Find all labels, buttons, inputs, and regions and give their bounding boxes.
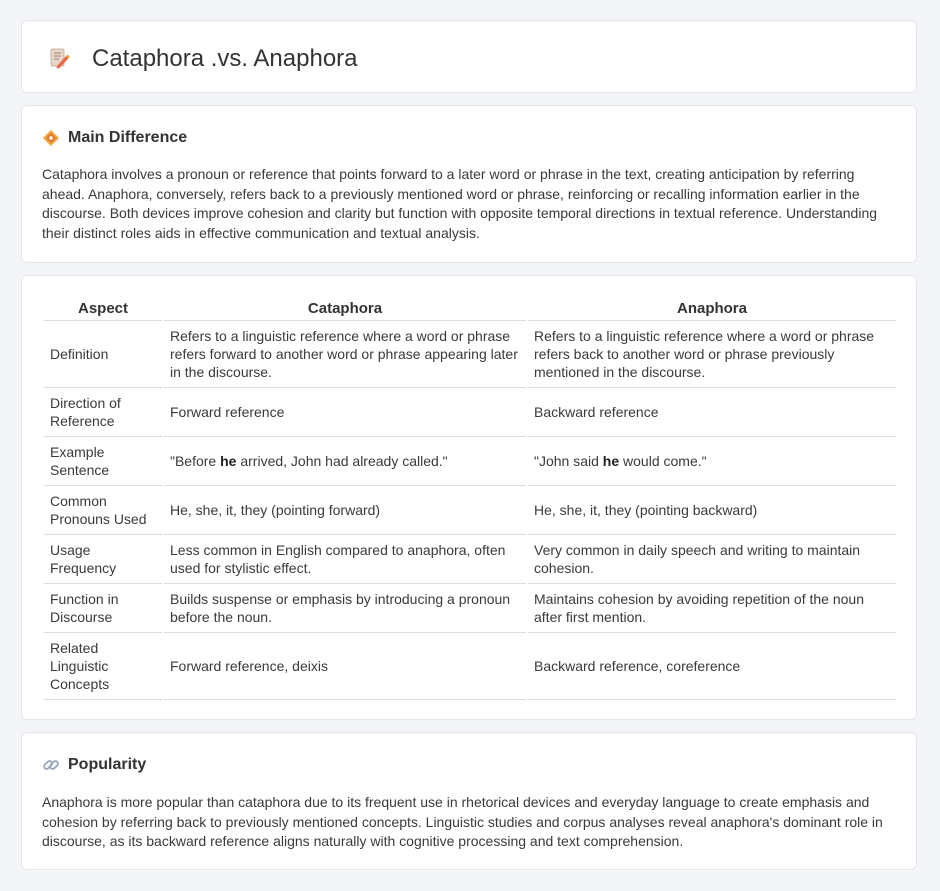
row-anaphora: Backward reference bbox=[528, 388, 896, 437]
example-pronoun: he bbox=[220, 453, 237, 469]
row-cataphora: Less common in English compared to anaphora, often used for stylistic effect. bbox=[164, 535, 526, 584]
link-icon bbox=[42, 756, 60, 774]
row-cataphora bbox=[164, 437, 526, 486]
table-row bbox=[44, 321, 896, 388]
table-row bbox=[44, 633, 896, 700]
popularity-title: Popularity bbox=[68, 756, 147, 773]
row-anaphora: Maintains cohesion by avoiding repetition of the noun after first mention. bbox=[528, 584, 896, 633]
row-anaphora: Very common in daily speech and writing to maintain cohesion. bbox=[528, 535, 896, 584]
title-card bbox=[21, 20, 917, 93]
row-cataphora: Forward reference bbox=[164, 388, 526, 437]
row-anaphora: Refers to a linguistic reference where a word or phrase refers back to another word or phrase previously mentioned in the discourse. bbox=[528, 321, 896, 388]
comparison-card bbox=[21, 275, 917, 720]
table-row bbox=[44, 486, 896, 535]
header-anaphora: Anaphora bbox=[528, 298, 896, 321]
main-difference-header bbox=[42, 128, 187, 148]
row-anaphora: Backward reference, coreference bbox=[528, 633, 896, 700]
example-pre: "Before bbox=[170, 453, 221, 469]
main-difference-card bbox=[21, 105, 917, 263]
comparison-table bbox=[42, 298, 898, 700]
row-cataphora: Builds suspense or emphasis by introducing a pronoun before the noun. bbox=[164, 584, 526, 633]
example-pronoun: he bbox=[602, 453, 620, 469]
example-post: arrived, John had already called." bbox=[236, 453, 448, 469]
row-cataphora: Refers to a linguistic reference where a word or phrase refers forward to another word or phrase appearing later in the discourse. bbox=[164, 321, 526, 388]
row-aspect: Definition bbox=[44, 321, 162, 388]
main-difference-title: Main Difference bbox=[68, 129, 188, 146]
header-cataphora: Cataphora bbox=[164, 298, 526, 321]
table-row bbox=[44, 535, 896, 584]
main-difference-text: Cataphora involves a pronoun or reference that points forward to a later word or phrase in the text, creating anticipation by referring ahead. Anaphora, conversely, refers back to a previously mentioned word or phrase, reinforcing or recalling information earlier in the discourse. Both devices improve cohesion and clarity but function with opposite temporal directions in textual reference. Understanding their distinct roles aids in effective communication and textual analysis. bbox=[42, 166, 878, 241]
row-aspect: Usage Frequency bbox=[44, 535, 162, 584]
diamond-icon bbox=[42, 129, 60, 147]
document-pencil-icon bbox=[48, 47, 70, 69]
row-cataphora: Forward reference, deixis bbox=[164, 633, 526, 700]
row-aspect: Direction of Reference bbox=[44, 388, 162, 437]
row-cataphora: He, she, it, they (pointing forward) bbox=[164, 486, 526, 535]
row-aspect: Common Pronouns Used bbox=[44, 486, 162, 535]
table-row bbox=[44, 584, 896, 633]
table-row bbox=[44, 437, 896, 486]
header-aspect: Aspect bbox=[44, 298, 162, 321]
example-post: would come." bbox=[619, 453, 707, 469]
row-aspect: Related Linguistic Concepts bbox=[44, 633, 162, 700]
row-aspect: Example Sentence bbox=[44, 437, 162, 486]
row-anaphora bbox=[528, 437, 896, 486]
row-aspect: Function in Discourse bbox=[44, 584, 162, 633]
table-header-row bbox=[44, 298, 896, 321]
table-row bbox=[44, 388, 896, 437]
row-anaphora: He, she, it, they (pointing backward) bbox=[528, 486, 896, 535]
popularity-header bbox=[42, 755, 146, 775]
example-pre: "John said bbox=[534, 453, 603, 469]
popularity-text: Anaphora is more popular than cataphora due to its frequent use in rhetorical devices and everyday language to create emphasis and cohesion by referring back to previously mentioned concepts. Linguistic studies and corpus analyses reveal anaphora's dominant role in discourse, as its backward reference aligns naturally with cognitive processing and text comprehension. bbox=[42, 794, 883, 849]
page-title: Cataphora .vs. Anaphora bbox=[92, 45, 358, 72]
popularity-card bbox=[21, 732, 917, 870]
